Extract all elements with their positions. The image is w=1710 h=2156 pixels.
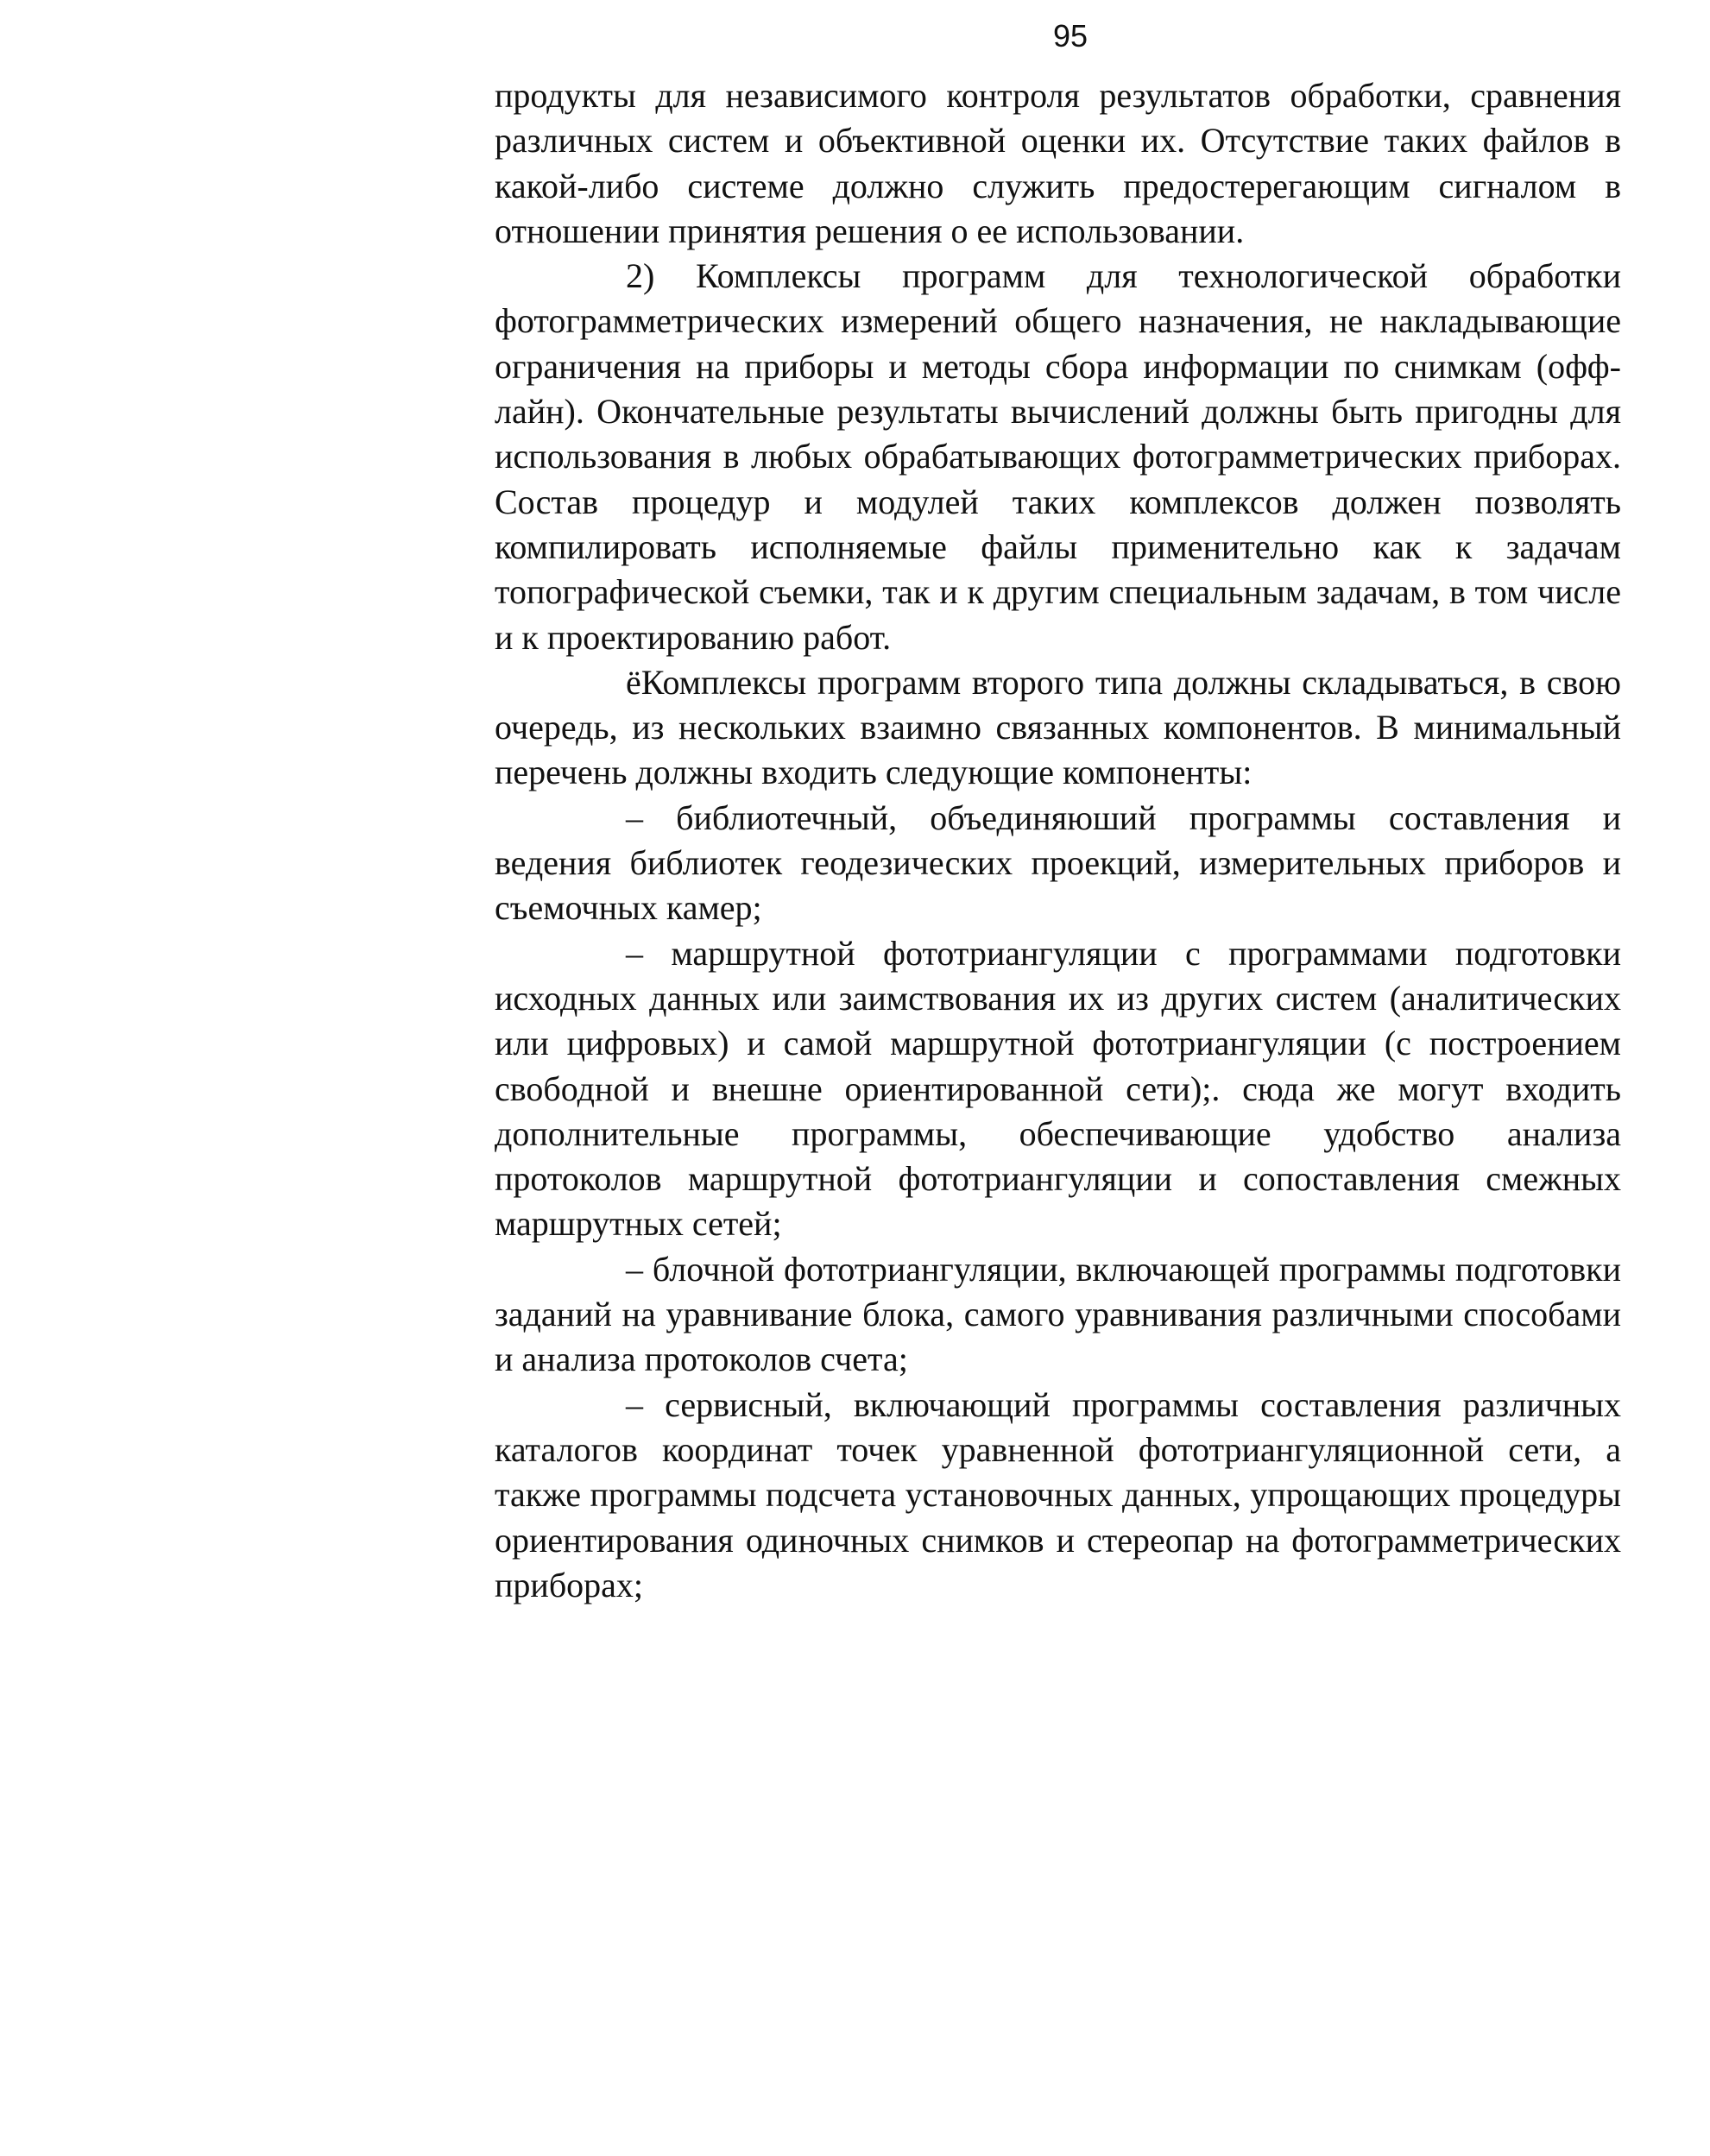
document-body <box>495 73 1621 1608</box>
paragraph-components-intro: ёКомплексы программ второго типа должны складываться, в свою очередь, из нескольких взаимно связанных компонентов. В минимальный перечень должны входить следующие компоненты: <box>495 662 1621 792</box>
paragraph-continuation: продукты для независимого контроля результатов обработки, сравнения различных систем и объективной оценки их. Отсутствие таких файлов в какой-либо системе должно служить предостерегающим сигналом в отношении принятия решения о ее использовании. <box>495 76 1621 250</box>
list-item-service: – сервисный, включающий программы составления различных каталогов координат точек уравненной фототриангуляционной сети, а также программы подсчета установочных данных, упрощающих процедуры ориентирования одиночных снимков и стереопар на фотограмметрических приборах; <box>495 1384 1621 1604</box>
list-item-block-triangulation: – блочной фототриангуляции, включающей программы подготовки заданий на уравнивание блока, самого уравнивания различными способами и анализа протоколов счета; <box>495 1249 1621 1379</box>
page-number: 95 <box>1052 18 1088 54</box>
list-item-library: – библиотечный, объединяюший программы составления и ведения библиотек геодезических проекций, измерительных приборов и съемочных камер; <box>495 797 1621 928</box>
list-item-strip-triangulation: – маршрутной фототриангуляции с программами подготовки исходных данных или заимствования их из других систем (аналитических или цифровых) и самой маршрутной фототриангуляции (с построением свободной и внешне ориентированной сети);. сюда же могут входить дополнительные программы, обеспечивающие удобство анализа протоколов маршрутной фототриангуляции и сопоставления смежных маршрутных сетей; <box>495 933 1621 1244</box>
paragraph-software-complexes: 2) Комплексы программ для технологической обработки фотограмметрических измерений общего назначения, не накладывающие ограничения на приборы и методы сбора информации по снимкам (офф-лайн). Окончательные результаты вычислений должны быть пригодны для использования в любых обрабатывающих фотограмметрических приборах. Состав процедур и модулей таких комплексов должен позволять компилировать исполняемые файлы применительно как к задачам топографической съемки, так и к другим специальным задачам, в том числе и к проектированию работ. <box>495 256 1621 657</box>
